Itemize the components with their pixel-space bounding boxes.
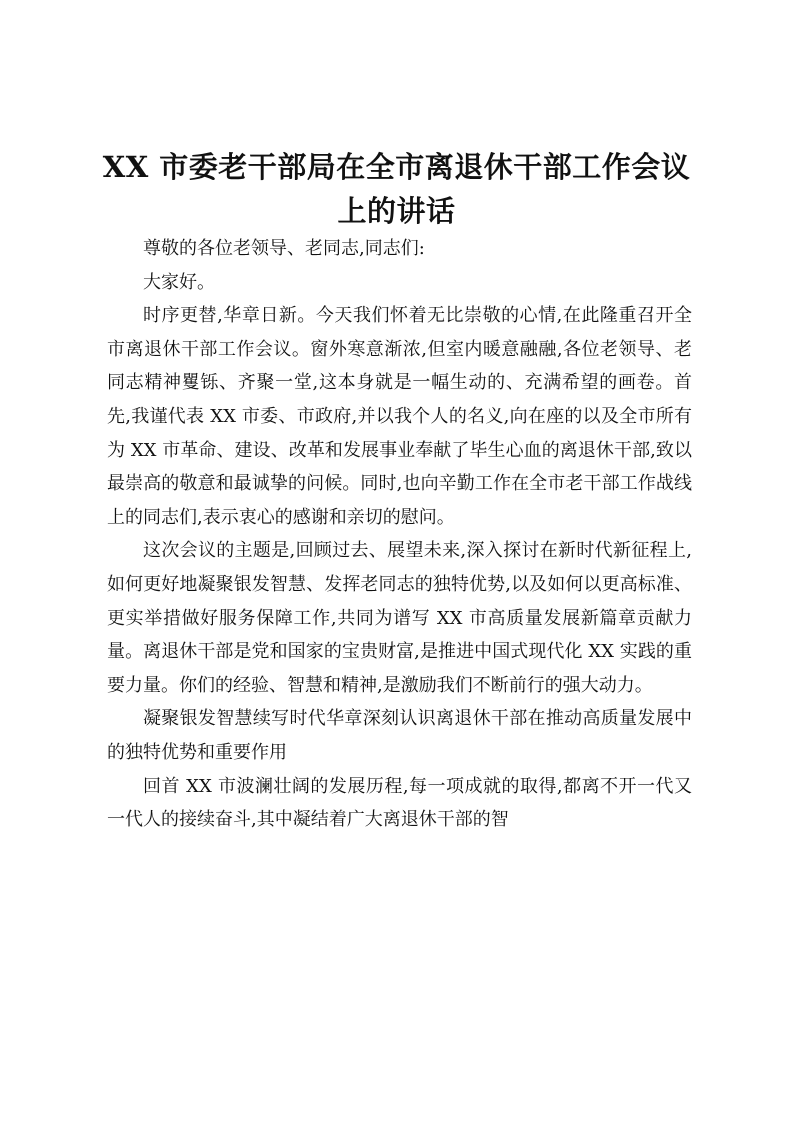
- document-title: [100, 145, 693, 233]
- section-heading-paragraph: 凝聚银发智慧续写时代华章深刻认识离退休干部在推动高质量发展中的独特优势和重要作用: [107, 708, 692, 763]
- title-line-2: 上的讲话: [337, 194, 456, 228]
- title-line-1: XX 市委老干部局在全市离退休干部工作会议: [102, 150, 691, 184]
- body-paragraph: 回首 XX 市波澜壮阔的发展历程,每一项成就的取得,都离不开一代又一代人的接续奋斗,其中凝结着广大离退休干部的智: [107, 775, 692, 831]
- body-paragraph: 时序更替,华章日新。今天我们怀着无比崇敬的心情,在此隆重召开全市离退休干部工作会议。窗外寒意渐浓,但室内暖意融融,各位老领导、老同志精神矍铄、齐聚一堂,这本身就是一幅生动的、充满希望的画卷。首先,我谨代表 XX 市委、市政府,并以我个人的名义,向在座的以及全市所有为 XX 市革命、建设、改革和发展事业奉献了毕生心血的离退休干部,致以最崇高的敬意和最诚挚的问候。同时,也向辛勤工作在全市老干部工作战线上的同志们,表示衷心的感谢和亲切的慰问。: [107, 305, 692, 528]
- salutation-paragraph: 尊敬的各位老领导、老同志,同志们:: [143, 238, 425, 259]
- document-body: [107, 232, 692, 837]
- body-paragraph: 这次会议的主题是,回顾过去、展望未来,深入探讨在新时代新征程上,如何更好地凝聚银发智慧、发挥老同志的独特优势,以及如何以更高标准、更实举措做好服务保障工作,共同为谱写 XX 市高质量发展新篇章贡献力量。离退休干部是党和国家的宝贵财富,是推进中国式现代化 XX 实践的重要力量。你们的经验、智慧和精神,是激励我们不断前行的强大动力。: [107, 540, 692, 696]
- greeting-paragraph: 大家好。: [143, 271, 215, 293]
